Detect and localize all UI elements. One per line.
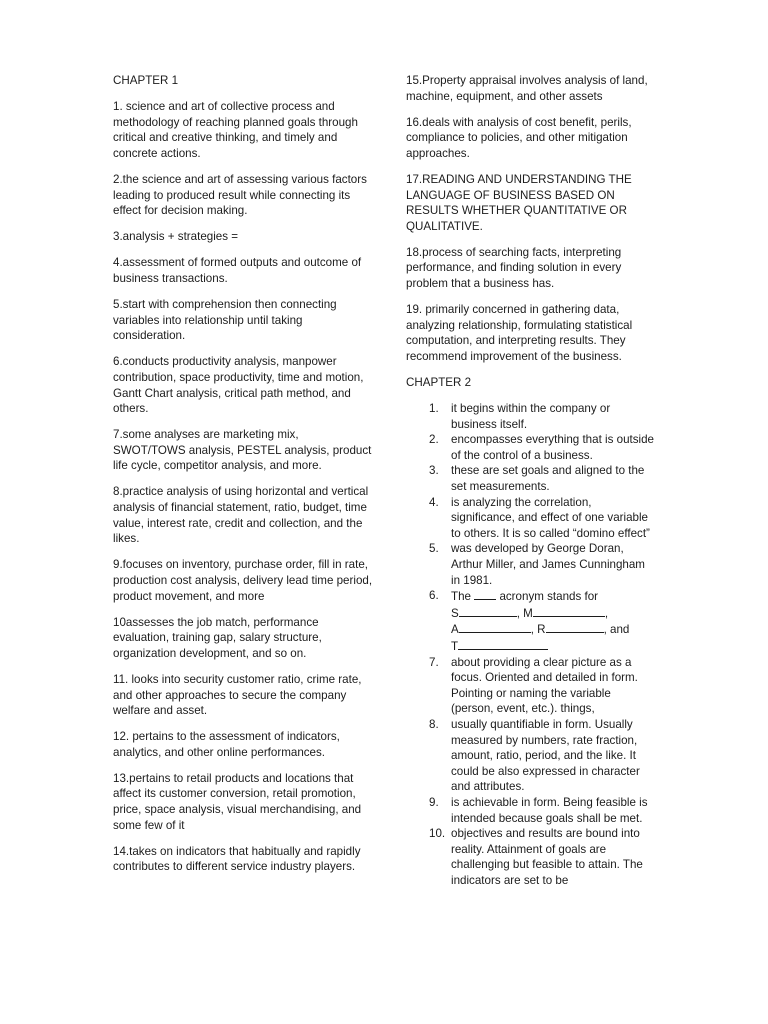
item-number: 6. [429,589,439,603]
right-column [406,73,656,889]
letter-m: , M [516,606,533,620]
list-item [406,541,656,588]
question-16: 16.deals with analysis of cost benefit, perils, compliance to policies, and other mitigation approaches. [406,115,632,160]
item-text: these are set goals and aligned to the set measurements. [451,464,645,494]
acronym-word: acronym stands for [496,590,599,604]
item-number: 2. [429,433,439,447]
answer-blank[interactable] [459,621,531,633]
item-text: about providing a clear picture as a focus. Oriented and detailed in form. Pointing or naming the variable (person, event, etc.). things, [451,655,638,716]
list-item [406,655,656,717]
letter-a: A [451,623,459,637]
question-5: 5.start with comprehension then connecting variables into relationship until taking consideration. [113,298,337,343]
list-item [406,795,656,826]
item-text: is achievable in form. Being feasible is intended because goals shall be met. [451,795,648,825]
item-text: usually quantifiable in form. Usually measured by numbers, rate fraction, amount, ratio, period, and the like. It could be also expressed in character and attributes. [451,717,640,794]
list-item [406,432,656,463]
and-word: , and [603,623,630,637]
the-word: The [451,590,471,604]
list-item-acronym [406,588,656,654]
question-7: 7.some analyses are marketing mix, SWOT/TOWS analysis, PESTEL analysis, product life cycle, competitor analysis, and more. [113,428,372,473]
item-number: 1. [429,402,439,416]
item-number: 9. [429,795,439,809]
question-18: 18.process of searching facts, interpreting performance, and finding solution in every problem that a business has. [406,245,622,291]
question-3: 3.analysis + strategies = [113,230,239,244]
question-10: 10assesses the job match, performance evaluation, training gap, salary structure, organization development, and so on. [113,615,322,660]
list-item [406,401,656,432]
chapter-2-list [406,401,656,888]
item-number: 7. [429,655,439,669]
letter-s: S [451,606,459,620]
letter-t: T [451,640,459,653]
item-text: The acronym stands for S , M , A , R , and T [451,590,630,653]
answer-blank[interactable] [533,605,605,617]
question-13: 13.pertains to retail products and locations that affect its customer conversion, retail promotion, price, space analysis, visual merchandising, and some few of it [113,771,362,832]
question-6: 6.conducts productivity analysis, manpower contribution, space productivity, time and motion, Gantt Chart analysis, critical path method, and others. [113,355,364,416]
left-column [113,73,373,885]
list-item [406,463,656,494]
item-text: encompasses everything that is outside of the control of a business. [451,433,655,462]
item-number: 8. [429,717,439,731]
chapter-2-heading: CHAPTER 2 [406,376,472,389]
item-number: 10. [429,827,446,841]
answer-blank[interactable] [474,588,496,600]
question-9: 9.focuses on inventory, purchase order, fill in rate, production cost analysis, delivery lead time period, product movement, and more [113,558,373,603]
item-number: 5. [429,542,439,556]
question-15: 15.Property appraisal involves analysis of land, machine, equipment, and other assets [406,74,648,103]
item-text: was developed by George Doran, Arthur Miller, and James Cunningham in 1981. [451,542,645,587]
item-number: 4. [429,495,439,509]
chapter-1-heading: CHAPTER 1 [113,74,179,87]
question-4: 4.assessment of formed outputs and outcome of business transactions. [113,256,362,285]
item-text: is analyzing the correlation, significance, and effect of one variable to others. It is so called “domino effect” [451,495,650,540]
question-11: 11. looks into security customer ratio, crime rate, and other approaches to secure the company welfare and asset. [113,672,362,718]
answer-blank[interactable] [459,605,517,617]
question-2: 2.the science and art of assessing various factors leading to produced result while connecting its effect for decision making. [113,172,367,218]
question-1: 1. science and art of collective process and methodology of reaching planned goals through critical and creative thinking, and timely and concrete actions. [113,100,358,160]
item-text: it begins within the company or business itself. [451,402,611,431]
item-number: 3. [429,464,439,478]
question-17: 17.READING AND UNDERSTANDING THE LANGUAGE OF BUSINESS BASED ON RESULTS WHETHER QUANTITATIVE OR QUALITATIVE. [406,172,632,233]
question-19: 19. primarily concerned in gathering data, analyzing relationship, formulating statistical computation, and interpreting results. They recommend improvement of the business. [406,303,633,363]
letter-r: , R [530,623,546,637]
item-text: objectives and results are bound into reality. Attainment of goals are challenging but feasible to attain. The indicators are set to be [451,827,643,887]
question-14: 14.takes on indicators that habitually and rapidly contributes to different service industry players. [113,844,361,874]
question-8: 8.practice analysis of using horizontal and vertical analysis of financial statement, ratio, budget, time value, interest rate, credit and collection, and the likes. [113,485,369,546]
question-12: 12. pertains to the assessment of indicators, analytics, and other online performances. [113,730,340,759]
answer-blank[interactable] [458,638,548,650]
answer-blank[interactable] [546,621,604,633]
list-item [406,826,656,888]
list-item [406,717,656,795]
list-item [406,495,656,542]
